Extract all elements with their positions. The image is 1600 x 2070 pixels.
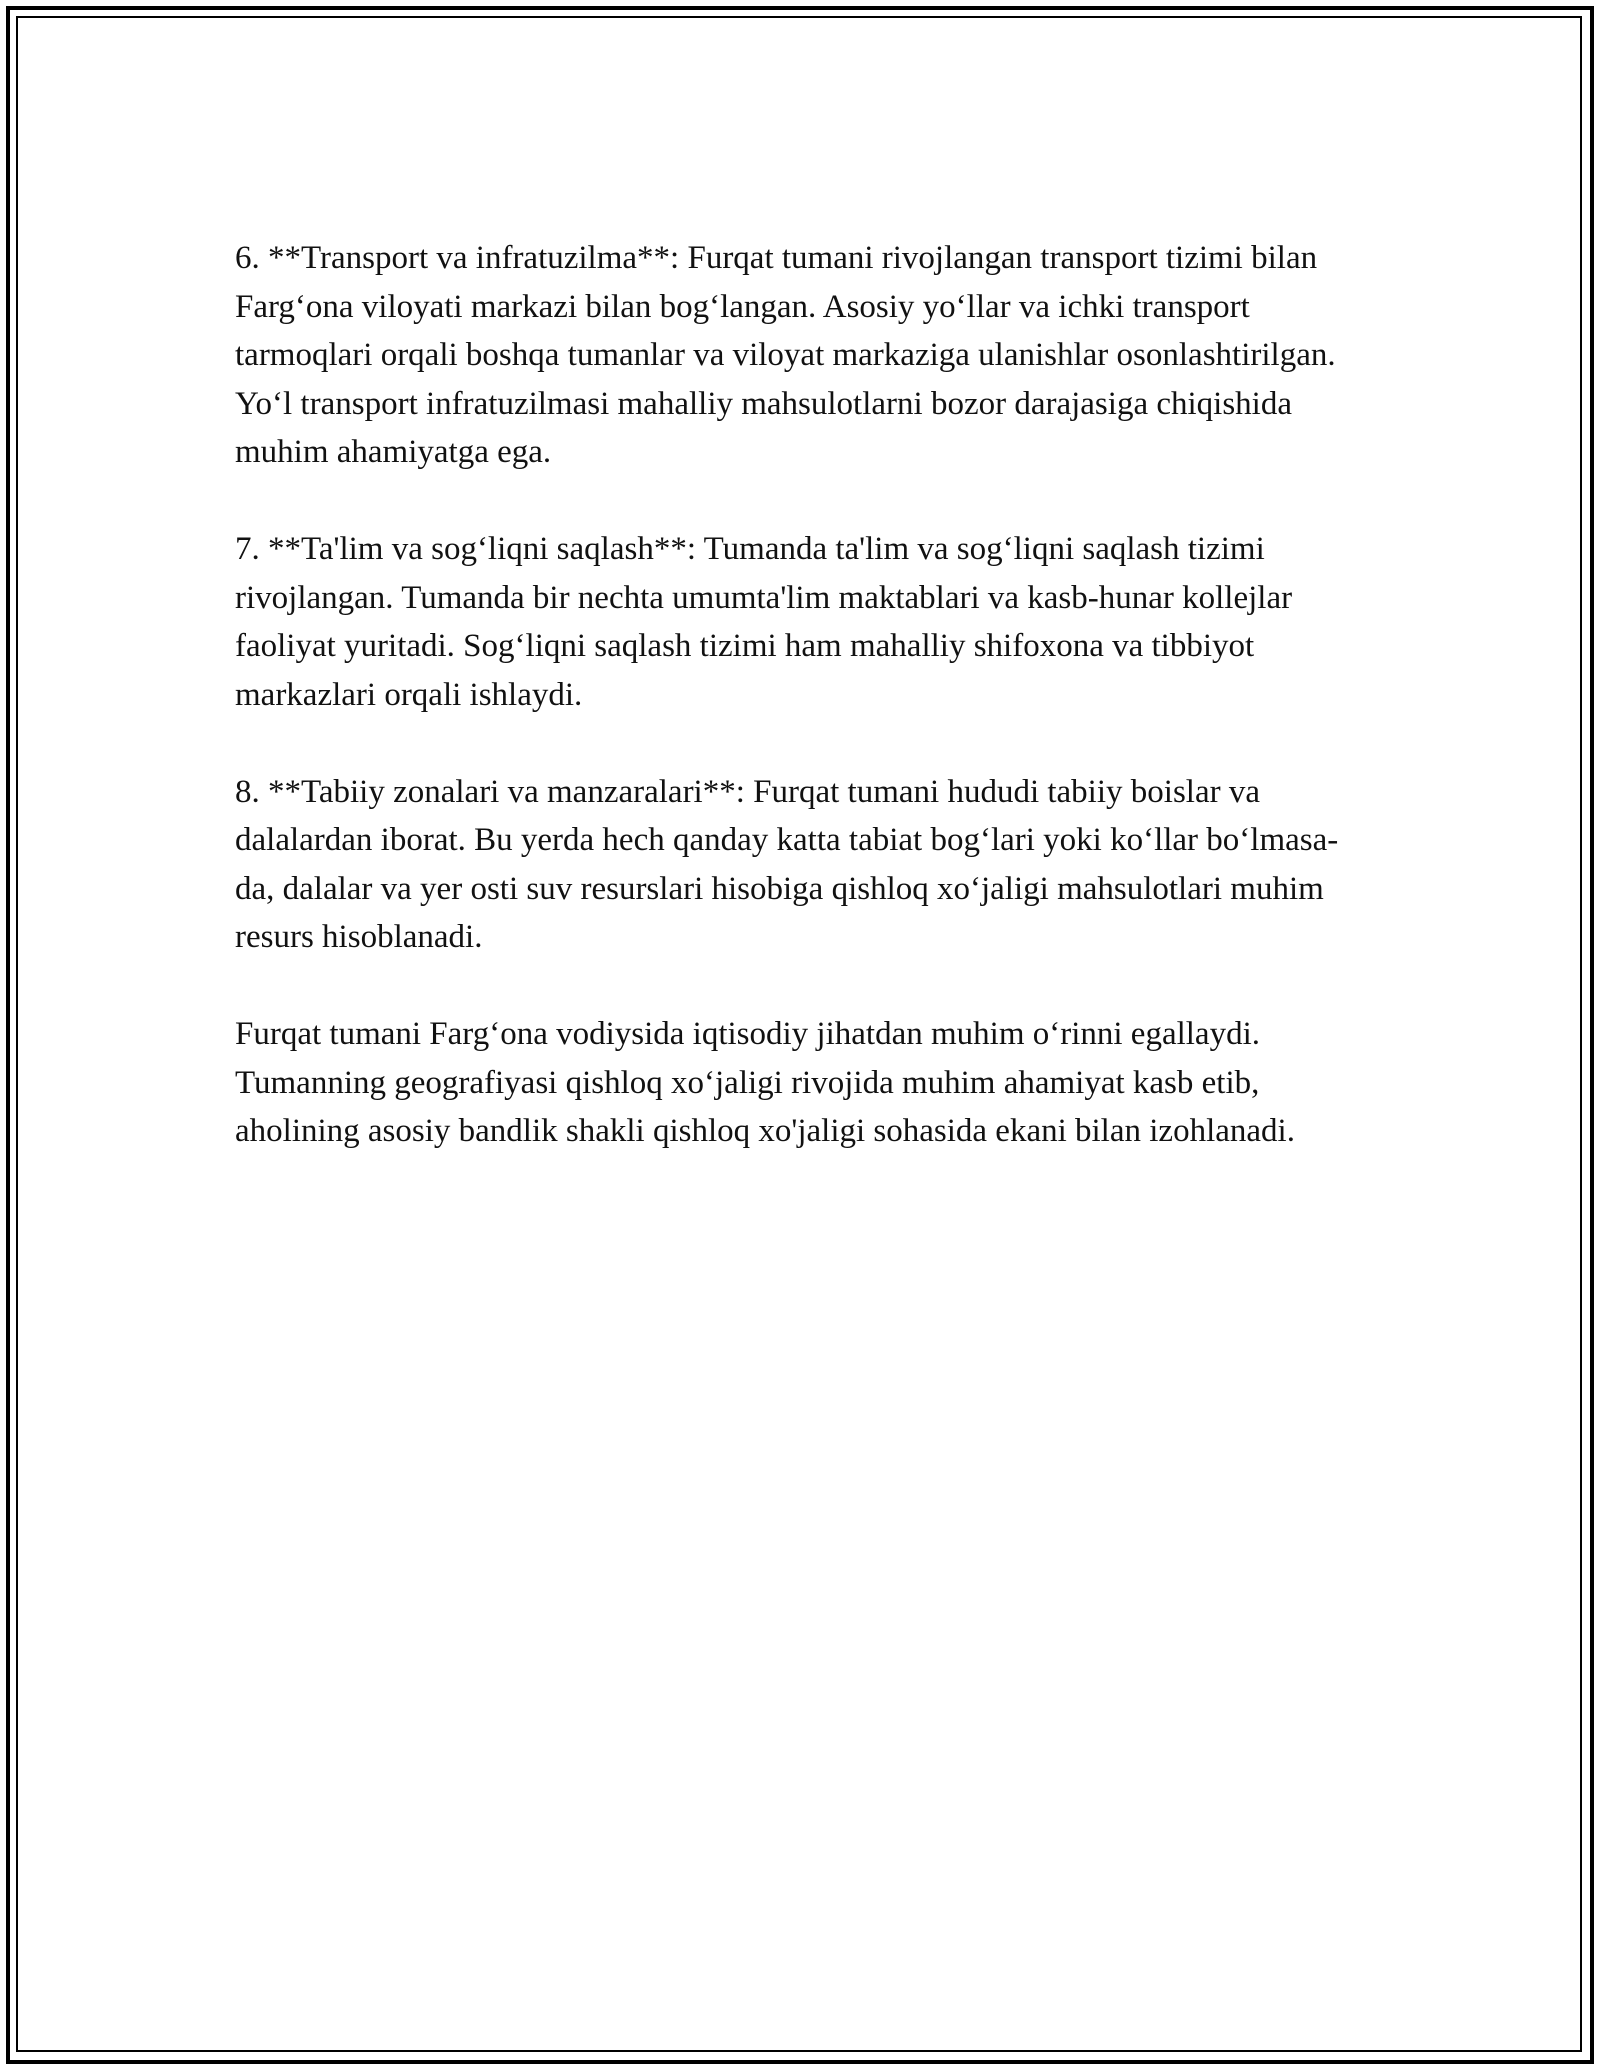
document-body [235, 234, 1375, 1156]
paragraph-education-health: 7. **Ta'lim va sog‘liqni saqlash**: Tumanda ta'lim va sog‘liqni saqlash tizimi rivojlangan. Tumanda bir nechta umumta'lim maktablari va kasb-hunar kollejlar faoliyat yuritadi. Sog‘liqni saqlash tizimi ham mahalliy shifoxona va tibbiyot markazlari orqali ishlaydi. [235, 531, 1293, 713]
paragraph-conclusion: Furqat tumani Farg‘ona vodiysida iqtisodiy jihatdan muhim o‘rinni egallaydi. Tumanning geografiyasi qishloq xo‘jaligi rivojida muhim ahamiyat kasb etib, aholining asosiy bandlik shakli qishloq xo'jaligi sohasida ekani bilan izohlanadi. [235, 1016, 1295, 1149]
paragraph-transport: 6. **Transport va infratuzilma**: Furqat tumani rivojlangan transport tizimi bilan Farg‘ona viloyati markazi bilan bog‘langan. Asosiy yo‘llar va ichki transport tarmoqlari orqali boshqa tumanlar va viloyat markaziga ulanishlar osonlashtirilgan. Yo‘l transport infratuzilmasi mahalliy mahsulotlarni bozor darajasiga chiqishida muhim ahamiyatga ega. [235, 240, 1336, 470]
paragraph-natural-zones: 8. **Tabiiy zonalari va manzaralari**: Furqat tumani hududi tabiiy boislar va dalalardan iborat. Bu yerda hech qanday katta tabiat bog‘lari yoki ko‘llar bo‘lmasa-da, dalalar va yer osti suv resurslari hisobiga qishloq xo‘jaligi mahsulotlari muhim resurs hisoblanadi. [235, 773, 1339, 955]
